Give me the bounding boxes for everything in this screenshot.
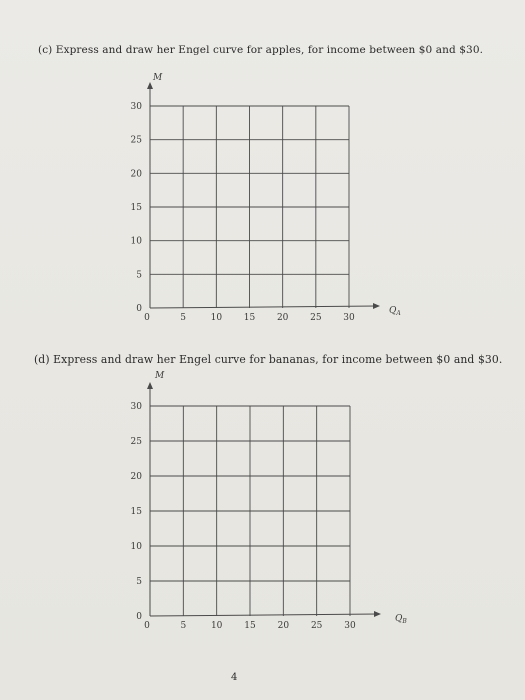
y-tick-label: 0 — [136, 612, 142, 622]
x-axis-arrow-icon — [374, 611, 381, 617]
x-tick-label: 20 — [277, 621, 290, 631]
page-number: 4 — [231, 672, 238, 683]
grid-bananas — [131, 382, 381, 631]
x-tick-label: 15 — [244, 621, 256, 631]
x-tick-label: 30 — [344, 621, 356, 631]
y-tick-label: 15 — [130, 507, 142, 517]
y-tick-label: 5 — [136, 270, 142, 281]
y-tick-label: 5 — [136, 577, 142, 587]
y-tick-label: 30 — [130, 102, 142, 112]
x-tick-label: 20 — [276, 313, 289, 323]
y-tick-label: 0 — [136, 304, 142, 314]
x-tick-label: 5 — [180, 313, 187, 323]
y-tick-label: 10 — [130, 542, 142, 552]
x-tick-label: 25 — [310, 313, 322, 323]
x-tick-label: 10 — [210, 313, 223, 323]
x-tick-label: 15 — [243, 313, 256, 323]
x-tick-label: 25 — [310, 621, 323, 631]
x-tick-label: 10 — [210, 621, 223, 631]
y-tick-label: 30 — [130, 402, 142, 412]
y-tick-label: 20 — [130, 472, 142, 482]
x-axis-label-bananas: $Q_B$ — [395, 614, 407, 625]
y-tick-label: 25 — [130, 135, 142, 146]
x-tick-label: 0 — [144, 621, 150, 631]
y-axis-label-bananas: M — [155, 371, 165, 381]
x-axis-line — [150, 614, 378, 616]
x-axis-label-apples: $Q_A$ — [389, 306, 401, 317]
y-axis-label-apples: M — [153, 73, 163, 83]
question-c-text: (c) Express and draw her Engel curve for apples, for income between $0 and $30. — [38, 44, 484, 56]
y-tick-label: 15 — [130, 203, 142, 213]
y-tick-label: 25 — [130, 437, 142, 447]
x-tick-label: 30 — [343, 313, 355, 323]
y-axis-arrow-icon — [147, 382, 153, 389]
y-tick-label: 10 — [130, 236, 142, 247]
x-tick-label: 0 — [144, 313, 150, 323]
y-tick-label: 20 — [130, 169, 142, 180]
question-d-text: (d) Express and draw her Engel curve for bananas, for income between $0 and $30. — [34, 353, 503, 366]
x-tick-label: 5 — [180, 621, 187, 631]
